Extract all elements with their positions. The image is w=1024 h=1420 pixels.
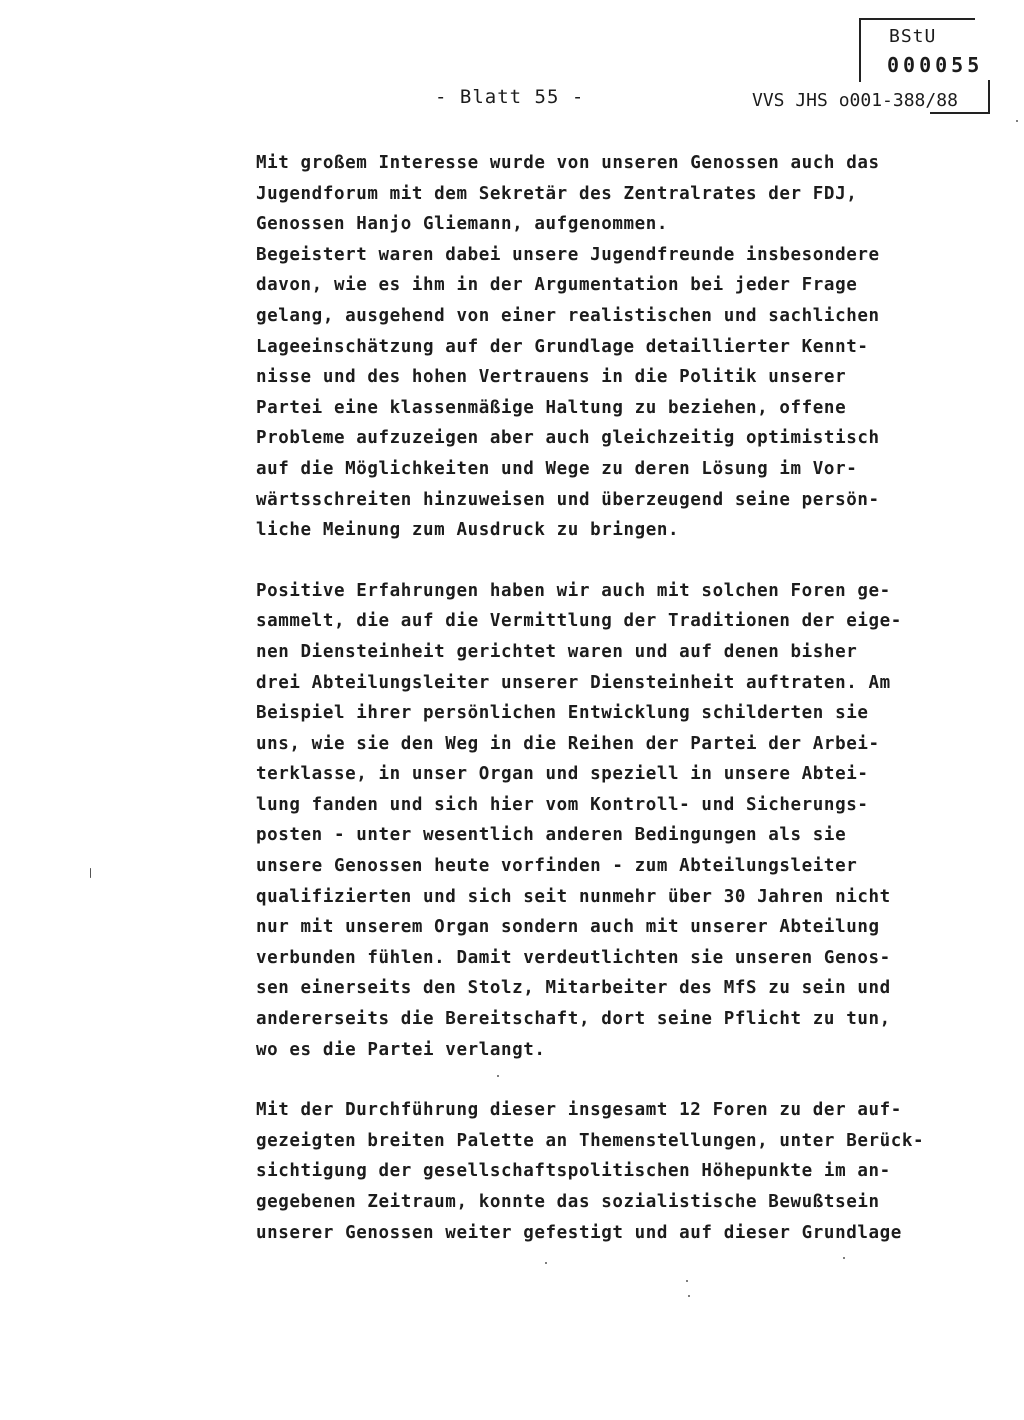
text-line: Lageeinschätzung auf der Grundlage detaillierter Kennt- [256,336,869,357]
text-line: Begeistert waren dabei unsere Jugendfreunde insbesondere [256,244,880,265]
paragraph-2 [256,576,966,1066]
text-line: Positive Erfahrungen haben wir auch mit solchen Foren ge- [256,580,891,601]
text-line: drei Abteilungsleiter unserer Diensteinheit auftraten. Am [256,672,891,693]
stamp-number: 000055 [887,53,984,77]
paragraph-spacer [256,546,966,576]
text-line: nisse und des hohen Vertrauens in die Politik unserer [256,367,847,388]
scan-speck [688,1295,690,1297]
document-reference: VVS JHS o001-388/88 [752,90,958,111]
text-line: Partei eine klassenmäßige Haltung zu beziehen, offene [256,397,847,418]
text-line: Beispiel ihrer persönlichen Entwicklung schilderten sie [256,703,869,724]
text-line: unserer Genossen weiter gefestigt und auf dieser Grundlage [256,1222,902,1243]
text-line: posten - unter wesentlich anderen Bedingungen als sie [256,825,847,846]
text-line: terklasse, in unser Organ und speziell in unsere Abtei- [256,764,869,785]
paragraph-3 [256,1095,966,1248]
text-line: nen Diensteinheit gerichtet waren und auf denen bisher [256,641,858,662]
scan-speck [843,1257,845,1259]
text-line: auf die Möglichkeiten und Wege zu deren Lösung im Vor- [256,458,858,479]
reference-underline [930,112,990,114]
text-line: wärtsschreiten hinzuweisen und überzeugend seine persön- [256,489,880,510]
text-line: nur mit unserem Organ sondern auch mit unserer Abteilung [256,917,880,938]
text-line: sichtigung der gesellschaftspolitischen Höhepunkte im an- [256,1161,891,1182]
text-line: lung fanden und sich hier vom Kontroll- und Sicherungs- [256,794,869,815]
scan-speck [90,868,91,878]
text-line: gezeigten breiten Palette an Themenstellungen, unter Berück- [256,1130,925,1151]
text-line: davon, wie es ihm in der Argumentation bei jeder Frage [256,275,858,296]
text-line: gegebenen Zeitraum, konnte das sozialistische Bewußtsein [256,1192,880,1212]
text-line: sen einerseits den Stolz, Mitarbeiter des MfS zu sein und [256,978,891,999]
archive-stamp [859,18,984,82]
text-line: Probleme aufzuzeigen aber auch gleichzeitig optimistisch [256,428,880,449]
text-line: Mit großem Interesse wurde von unseren Genossen auch das [256,153,880,173]
paragraph-1 [256,148,966,546]
text-line: Jugendforum mit dem Sekretär des Zentralrates der FDJ, [256,183,858,204]
stamp-agency: BStU [889,26,937,47]
text-line: Genossen Hanjo Gliemann, aufgenommen. [256,214,669,235]
text-line: gelang, ausgehend von einer realistischen und sachlichen [256,305,880,326]
scan-speck [686,1280,688,1282]
text-line: qualifizierten und sich seit nunmehr über 30 Jahren nicht [256,886,891,907]
text-line: wo es die Partei verlangt. [256,1039,546,1060]
text-line: unsere Genossen heute vorfinden - zum Abteilungsleiter [256,856,858,877]
reference-bracket [988,80,990,114]
text-line: Mit der Durchführung dieser insgesamt 12 Foren zu der auf- [256,1100,902,1121]
body-text [256,148,966,1248]
page-number: - Blatt 55 - [435,86,585,108]
text-line: andererseits die Bereitschaft, dort seine Pflicht zu tun, [256,1009,891,1030]
paragraph-spacer [256,1065,966,1095]
scan-speck [1016,120,1018,122]
text-line: liche Meinung zum Ausdruck zu bringen. [256,520,680,541]
text-line: verbunden fühlen. Damit verdeutlichten sie unseren Genos- [256,947,891,968]
text-line: uns, wie sie den Weg in die Reihen der Partei der Arbei- [256,733,880,754]
scan-speck [545,1262,547,1264]
text-line: sammelt, die auf die Vermittlung der Traditionen der eige- [256,611,902,632]
scan-speck [497,1075,499,1077]
